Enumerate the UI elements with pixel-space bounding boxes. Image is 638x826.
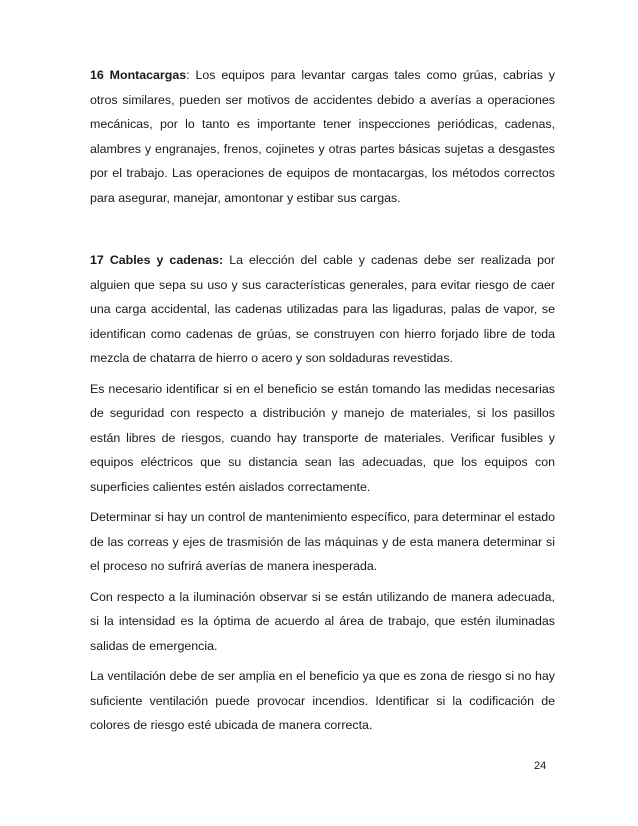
paragraph-iluminacion: Con respecto a la iluminación observar si se están utilizando de manera adecuada, si la intensidad es la óptima de acuerdo al área de trabajo, que estén iluminadas salidas de emergencia. [90, 589, 555, 653]
paragraph-mantenimiento: Determinar si hay un control de mantenimiento específico, para determinar el estado de las correas y ejes de trasmisión de las máquinas y de esta manera determinar si el proceso no sufrirá averías de manera inesperada. [90, 510, 555, 573]
section-heading-cables-cadenas: 17 Cables y cadenas: [90, 253, 224, 267]
paragraph-distribucion-materiales: Es necesario identificar si en el beneficio se están tomando las medidas necesarias de seguridad con respecto a distribución y manejo de materiales, si los pasillos están libres de riesgos, cuando hay transporte de materiales. Verificar fusibles y equipos eléctricos que su distancia sean las adecuadas, que los equipos con superficies calientes estén aislados correctamente. [90, 381, 555, 494]
page-content [90, 63, 555, 738]
page-number: 24 [534, 760, 547, 772]
section-montacargas [90, 63, 555, 210]
section-body-cables-cadenas: La elección del cable y cadenas debe ser realizada por alguien que sepa su uso y sus características generales, para evitar riesgo de caer una carga accidental, las cadenas utilizadas para las ligaduras, palas de vapor, se identifican como cadenas de grúas, se construyen con hierro forjado libre de toda mezcla de chatarra de hierro o acero y son soldaduras revestidas. [90, 253, 555, 365]
section-spacer [90, 210, 555, 248]
paragraph-ventilacion: La ventilación debe de ser amplia en el beneficio ya que es zona de riesgo si no hay suficiente ventilación puede provocar incendios. Identificar si la codificación de colores de riesgo esté ubicada de manera correcta. [90, 669, 555, 732]
section-heading-montacargas: 16 Montacargas [90, 68, 187, 82]
section-cables-cadenas [90, 248, 555, 371]
section-separator: : [186, 68, 196, 82]
section-body-montacargas: Los equipos para levantar cargas tales como grúas, cabrias y otros similares, pueden ser motivos de accidentes debido a averías a operaciones mecánicas, por lo tanto es importante tener inspecciones periódicas, cadenas, alambres y engranajes, frenos, cojinetes y otras partes básicas sujetas a desgastes por el trabajo. Las operaciones de equipos de montacargas, los métodos correctos para asegurar, manejar, amontonar y estibar sus cargas. [90, 68, 555, 205]
